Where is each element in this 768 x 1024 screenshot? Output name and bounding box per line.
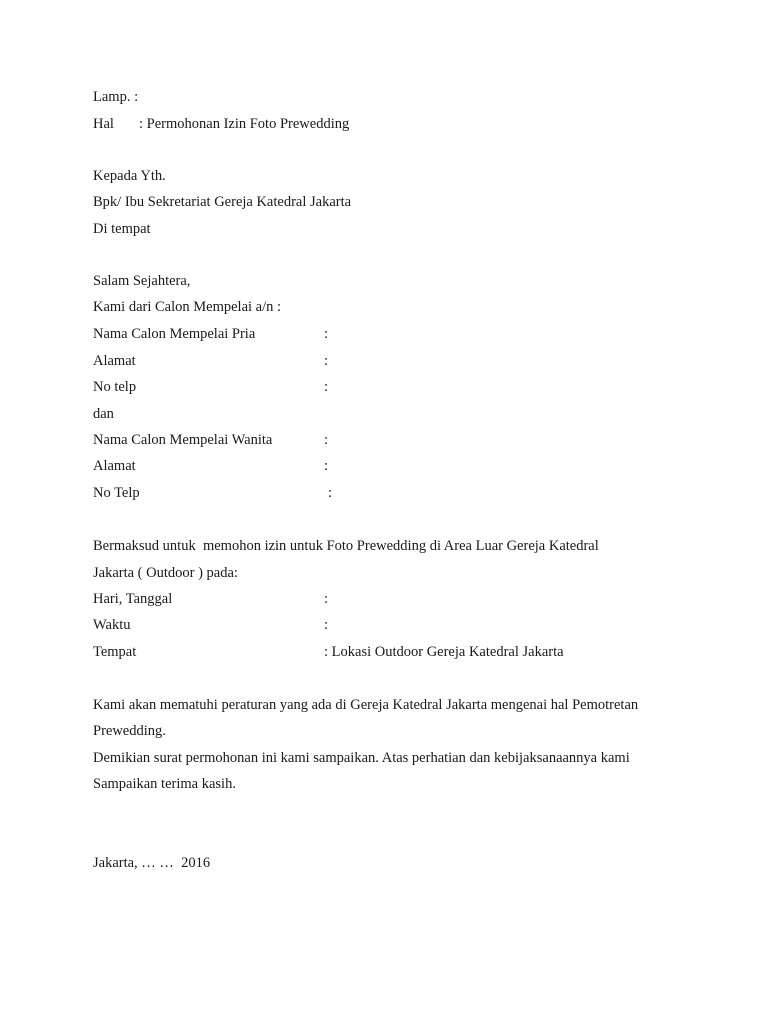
greeting: Salam Sejahtera, (93, 273, 191, 289)
schedule-place-value: : Lokasi Outdoor Gereja Katedral Jakarta (324, 644, 564, 660)
groom-name-colon: : (324, 326, 329, 342)
closing-line-2: Prewedding. (93, 723, 166, 739)
closing-line-3: Demikian surat permohonan ini kami sampaikan. Atas perhatian dan kebijaksanaannya kami (93, 750, 630, 766)
bride-phone-colon: : (328, 485, 333, 501)
groom-name-label: Nama Calon Mempelai Pria (93, 326, 256, 342)
bride-name-label: Nama Calon Mempelai Wanita (93, 432, 273, 448)
recipient-name: Bpk/ Ibu Sekretariat Gereja Katedral Jakarta (93, 194, 352, 210)
recipient-place: Di tempat (93, 221, 151, 237)
conjunction: dan (93, 406, 114, 422)
bride-phone-label: No Telp (93, 485, 140, 501)
hal-value: : Permohonan Izin Foto Prewedding (139, 116, 350, 132)
date-line: Jakarta, … … 2016 (93, 855, 211, 871)
lamp-line: Lamp. : (93, 89, 139, 105)
schedule-day-colon: : (324, 591, 329, 607)
bride-address-label: Alamat (93, 458, 136, 474)
groom-address-label: Alamat (93, 353, 136, 369)
schedule-time-colon: : (324, 617, 329, 633)
hal-label: Hal (93, 116, 114, 132)
schedule-place-label: Tempat (93, 644, 137, 660)
schedule-time-label: Waktu (93, 617, 131, 633)
bride-name-colon: : (324, 432, 329, 448)
groom-phone-label: No telp (93, 379, 137, 395)
bride-address-colon: : (324, 458, 329, 474)
request-line-2: Jakarta ( Outdoor ) pada: (93, 565, 238, 581)
groom-phone-colon: : (324, 379, 329, 395)
recipient-to: Kepada Yth. (93, 168, 166, 184)
intro-line: Kami dari Calon Mempelai a/n : (93, 299, 282, 315)
schedule-day-label: Hari, Tanggal (93, 591, 173, 607)
closing-line-1: Kami akan mematuhi peraturan yang ada di Gereja Katedral Jakarta mengenai hal Pemotretan (93, 697, 639, 713)
closing-line-4: Sampaikan terima kasih. (93, 776, 236, 792)
request-line-1: Bermaksud untuk memohon izin untuk Foto Prewedding di Area Luar Gereja Katedral (93, 538, 599, 554)
groom-address-colon: : (324, 353, 329, 369)
